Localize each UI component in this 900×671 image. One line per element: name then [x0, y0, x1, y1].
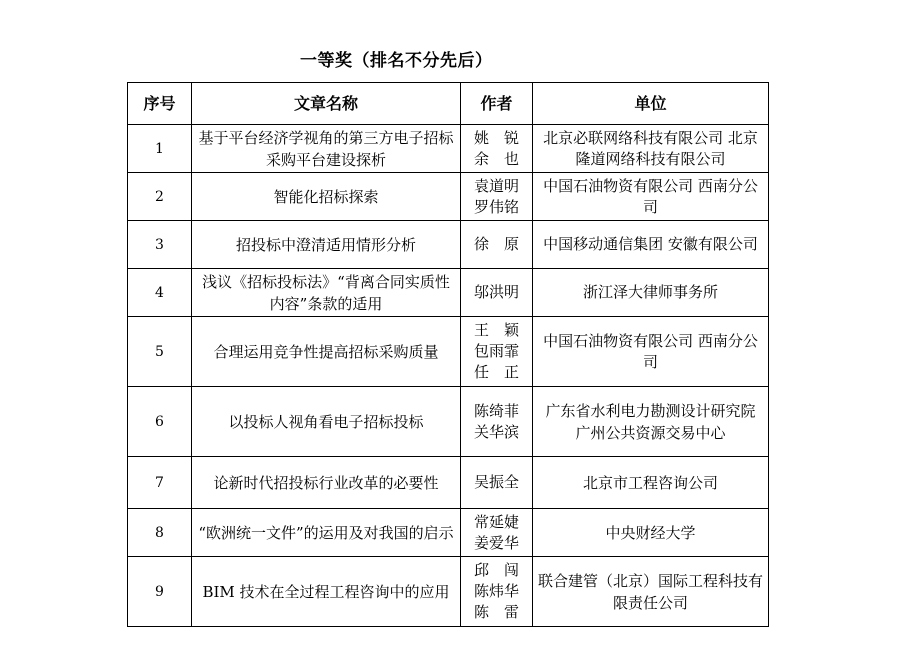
page-title: 一等奖（排名不分先后） [300, 51, 493, 71]
row-seq: 1 [128, 125, 192, 173]
row-unit: 北京市工程咨询公司 [533, 457, 769, 509]
row-seq: 7 [128, 457, 192, 509]
row-title: BIM 技术在全过程工程咨询中的应用 [192, 557, 461, 627]
row-authors: 邱 闯 陈炜华 陈 雷 [461, 557, 533, 627]
row-authors: 袁道明 罗伟铭 [461, 173, 533, 221]
row-seq: 3 [128, 221, 192, 269]
row-authors: 姚 锐 余 也 [461, 125, 533, 173]
table-row [128, 387, 769, 457]
header-author: 作者 [461, 83, 533, 125]
header-seq: 序号 [128, 83, 192, 125]
row-seq: 6 [128, 387, 192, 457]
row-seq: 9 [128, 557, 192, 627]
table-row [128, 317, 769, 387]
row-unit: 中国移动通信集团 安徽有限公司 [533, 221, 769, 269]
row-seq: 5 [128, 317, 192, 387]
header-title: 文章名称 [192, 83, 461, 125]
row-authors: 邬洪明 [461, 269, 533, 317]
row-unit: 北京必联网络科技有限公司 北京隆道网络科技有限公司 [533, 125, 769, 173]
row-title: 以投标人视角看电子招标投标 [192, 387, 461, 457]
row-authors: 常延婕 姜爱华 [461, 509, 533, 557]
row-unit: 浙江泽大律师事务所 [533, 269, 769, 317]
table-row [128, 457, 769, 509]
table-row [128, 221, 769, 269]
award-table [127, 82, 769, 627]
row-title: 论新时代招投标行业改革的必要性 [192, 457, 461, 509]
row-title: 浅议《招标投标法》“背离合同实质性内容”条款的适用 [192, 269, 461, 317]
row-title: 招投标中澄清适用情形分析 [192, 221, 461, 269]
table-row [128, 557, 769, 627]
header-unit: 单位 [533, 83, 769, 125]
row-title: 智能化招标探索 [192, 173, 461, 221]
row-title: “欧洲统一文件”的运用及对我国的启示 [192, 509, 461, 557]
row-authors: 王 颖 包雨霏 任 正 [461, 317, 533, 387]
table-row [128, 173, 769, 221]
table-row [128, 269, 769, 317]
row-unit: 中国石油物资有限公司 西南分公司 [533, 173, 769, 221]
table-row [128, 509, 769, 557]
row-unit: 联合建管（北京）国际工程科技有限责任公司 [533, 557, 769, 627]
row-unit: 中国石油物资有限公司 西南分公司 [533, 317, 769, 387]
row-unit: 广东省水利电力勘测设计研究院 广州公共资源交易中心 [533, 387, 769, 457]
row-seq: 2 [128, 173, 192, 221]
row-title: 合理运用竞争性提高招标采购质量 [192, 317, 461, 387]
row-seq: 8 [128, 509, 192, 557]
row-title: 基于平台经济学视角的第三方电子招标采购平台建设探析 [192, 125, 461, 173]
row-authors: 徐 原 [461, 221, 533, 269]
row-unit: 中央财经大学 [533, 509, 769, 557]
table-header-row [128, 83, 769, 125]
table-row [128, 125, 769, 173]
row-authors: 吴振全 [461, 457, 533, 509]
row-authors: 陈绮菲 关华滨 [461, 387, 533, 457]
row-seq: 4 [128, 269, 192, 317]
